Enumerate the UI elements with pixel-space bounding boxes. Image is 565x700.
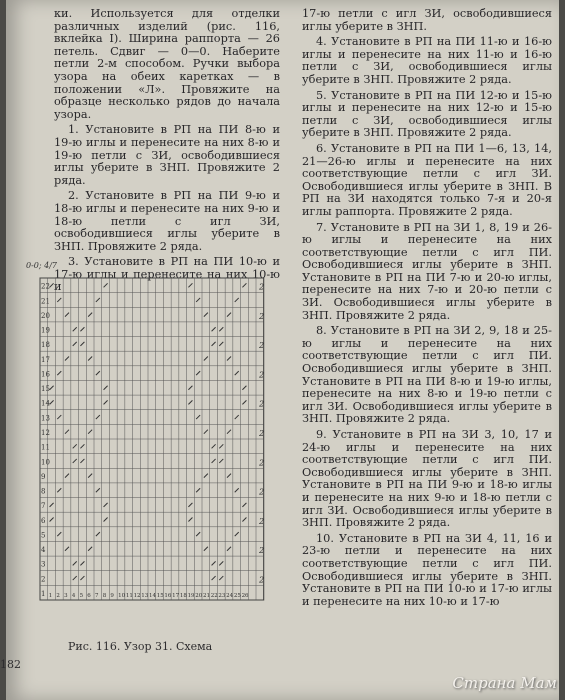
transfer-mark	[88, 474, 92, 478]
transfer-mark	[235, 488, 239, 492]
transfer-mark	[65, 313, 69, 317]
transfer-mark	[212, 342, 216, 346]
column-number: 11	[125, 593, 133, 599]
column-number: 6	[87, 593, 91, 599]
transfer-mark	[227, 357, 231, 361]
transfer-mark	[227, 430, 231, 434]
row-number: 18	[41, 341, 50, 350]
row-number: 4	[41, 546, 46, 555]
transfer-mark	[196, 532, 200, 536]
row-marker: 2	[259, 399, 265, 409]
row-marker: 2	[259, 458, 265, 468]
paragraph: ки. Используется для отделки различных изделий (рис. 116, вклейка I). Ширина раппорта — 26 петель. Сдвиг — 0—0. Наберите петли 2-м способом. Ручки выбора узора на обеих каретках — в положении «Л». Провяжите на образце несколько рядов до начала узора.	[54, 7, 280, 121]
paragraph: 9. Установите в РП на ЗИ 3, 10, 17 и 24-ю иглы и перенесите на них соответствующие петли с игл ПИ. Освободившиеся иглы уберите в ЗНП. Установите в РП на ПИ 9-ю и 18-ю иглы и перенесите на них 9-ю и 18-ю петли с игл ЗИ. Освободившиеся иглы уберите в ЗНП. Провяжите 2 ряда.	[302, 428, 552, 530]
transfer-mark	[204, 357, 208, 361]
row-number: 17	[41, 355, 50, 364]
transfer-mark	[65, 430, 69, 434]
transfer-mark	[235, 532, 239, 536]
row-marker: 2	[259, 282, 265, 292]
row-number: 1	[41, 590, 46, 598]
figure-caption: Рис. 116. Узор 31. Схема	[68, 640, 213, 653]
transfer-mark	[57, 532, 61, 536]
row-number: 6	[41, 516, 46, 525]
row-number: 20	[41, 311, 50, 320]
row-number: 15	[41, 385, 50, 394]
paragraph: 4. Установите в РП на ПИ 11-ю и 16-ю иглы и перенесите на них 11-ю и 16-ю петли с ЗИ, освободившиеся иглы уберите в ЗНП. Провяжите 2 ряда.	[302, 35, 552, 86]
column-number: 18	[179, 593, 187, 599]
transfer-mark	[80, 342, 84, 346]
transfer-mark	[104, 518, 108, 522]
transfer-mark	[65, 357, 69, 361]
row-number: 11	[41, 443, 50, 452]
transfer-mark	[188, 400, 192, 404]
paragraph: 2. Установите в РП на ПИ 9-ю и 18-ю иглы и перенесите на них 9-ю и 18-ю петли с игл ЗИ, освободившиеся иглы уберите в ЗНП. Провяжите 2 ряда.	[54, 189, 280, 253]
row-marker: 2	[259, 429, 265, 438]
row-number: 19	[41, 326, 50, 335]
transfer-mark	[57, 371, 61, 375]
transfer-mark	[196, 371, 200, 375]
row-marker: 2	[259, 311, 265, 321]
row-marker: 2	[259, 341, 265, 351]
transfer-mark	[204, 430, 208, 434]
transfer-mark	[188, 283, 192, 287]
transfer-mark	[242, 400, 246, 404]
transfer-mark	[73, 342, 77, 346]
column-number: 19	[187, 593, 195, 599]
row-marker: 2	[259, 546, 265, 556]
column-number: 22	[210, 593, 218, 599]
transfer-mark	[212, 561, 216, 565]
transfer-mark	[235, 415, 239, 419]
transfer-mark	[104, 400, 108, 404]
row-number: 8	[41, 487, 46, 496]
transfer-mark	[219, 444, 223, 448]
transfer-mark	[219, 561, 223, 565]
transfer-mark	[88, 430, 92, 434]
transfer-mark	[188, 386, 192, 390]
row-number: 13	[41, 414, 50, 423]
transfer-mark	[242, 518, 246, 522]
transfer-mark	[196, 415, 200, 419]
transfer-mark	[235, 298, 239, 302]
transfer-mark	[235, 371, 239, 375]
transfer-mark	[80, 444, 84, 448]
column-number: 15	[156, 593, 164, 599]
column-number: 9	[110, 593, 114, 599]
transfer-mark	[88, 547, 92, 551]
transfer-mark	[50, 400, 54, 404]
paragraph: 1. Установите в РП на ПИ 8-ю и 19-ю иглы и перенесите на них 8-ю и 19-ю петли с ЗИ, освободившиеся иглы уберите в ЗНП. Провяжите 2 ряда.	[54, 123, 280, 187]
transfer-mark	[50, 503, 54, 507]
knitting-chart-figure	[26, 255, 290, 626]
row-number: 9	[41, 472, 46, 481]
book-page	[6, 0, 559, 700]
transfer-mark	[104, 503, 108, 507]
transfer-mark	[219, 459, 223, 463]
transfer-mark	[204, 547, 208, 551]
transfer-mark	[50, 386, 54, 390]
column-number: 24	[226, 593, 234, 599]
transfer-mark	[188, 518, 192, 522]
row-marker: 2	[259, 516, 265, 526]
transfer-mark	[242, 503, 246, 507]
row-number: 10	[41, 458, 50, 467]
transfer-mark	[80, 327, 84, 331]
transfer-mark	[88, 313, 92, 317]
page-number: 182	[0, 658, 21, 671]
transfer-mark	[96, 371, 100, 375]
paragraph: 5. Установите в РП на ПИ 12-ю и 15-ю иглы и перенесите на них 12-ю и 15-ю петли с ЗИ, освободившиеся иглы уберите в ЗНП. Провяжите 2 ряда.	[302, 88, 552, 140]
row-number: 22	[41, 282, 50, 291]
column-number: 3	[64, 593, 68, 599]
row-number: 16	[41, 370, 50, 379]
transfer-mark	[80, 576, 84, 580]
transfer-mark	[88, 357, 92, 361]
left-text-column	[54, 8, 280, 297]
transfer-mark	[212, 444, 216, 448]
transfer-mark	[80, 561, 84, 565]
paragraph: 17-ю петли с игл ЗИ, освободившиеся иглы уберите в ЗНП.	[302, 7, 552, 33]
transfer-mark	[73, 561, 77, 565]
transfer-mark	[212, 576, 216, 580]
transfer-mark	[242, 283, 246, 287]
transfer-mark	[196, 488, 200, 492]
transfer-mark	[104, 386, 108, 390]
transfer-mark	[196, 298, 200, 302]
column-number: 20	[195, 593, 203, 599]
transfer-mark	[227, 474, 231, 478]
transfer-mark	[65, 474, 69, 478]
transfer-mark	[57, 298, 61, 302]
transfer-mark	[50, 283, 54, 287]
column-number: 21	[203, 593, 210, 599]
transfer-mark	[227, 313, 231, 317]
transfer-mark	[96, 532, 100, 536]
paragraph: 10. Установите в РП на ЗИ 4, 11, 16 и 23-ю петли и перенесите на них соответствующие петли с игл ПИ. Освободившиеся иглы уберите в ЗНП. Установите в РП на ПИ 10-ю и 17-ю иглы и перенесите на них 10-ю и 17-ю	[302, 531, 552, 608]
transfer-mark	[96, 488, 100, 492]
row-number: 14	[41, 399, 50, 408]
transfer-mark	[104, 283, 108, 287]
transfer-mark	[65, 547, 69, 551]
transfer-mark	[188, 503, 192, 507]
transfer-mark	[96, 415, 100, 419]
column-number: 10	[118, 593, 126, 599]
transfer-mark	[227, 547, 231, 551]
transfer-mark	[73, 444, 77, 448]
column-number: 26	[241, 593, 249, 599]
transfer-mark	[219, 576, 223, 580]
transfer-mark	[80, 459, 84, 463]
column-number: 7	[95, 593, 99, 599]
row-number: 3	[41, 560, 46, 569]
transfer-mark	[50, 518, 54, 522]
column-number: 8	[102, 593, 107, 599]
transfer-mark	[219, 342, 223, 346]
column-number: 23	[218, 593, 226, 599]
paragraph: 3. Установите в РП на ПИ 10-ю и 17-ю иглы и перенесите на них 10-ю и	[54, 255, 280, 294]
right-text-column	[302, 8, 552, 611]
row-marker: 2	[259, 575, 265, 585]
column-number: 17	[172, 593, 180, 599]
column-number: 25	[233, 593, 241, 599]
transfer-mark	[212, 459, 216, 463]
row-number: 12	[41, 429, 50, 437]
site-watermark: Страна Мам	[452, 674, 557, 692]
transfer-mark	[219, 327, 223, 331]
row-number: 21	[41, 297, 50, 306]
paragraph: 6. Установите в РП на ПИ 1—6, 13, 14, 21—26-ю иглы и перенесите на них соответствующие петли с игл ЗИ. Освободившиеся иглы уберите в ЗНП. В РП на ЗИ находятся только 7-я и 20-я иглы раппорта. Провяжите 2 ряда.	[302, 141, 552, 218]
paragraph: 7. Установите в РП на ЗИ 1, 8, 19 и 26-ю иглы и перенесите на них соответствующие петли с игл ПИ. Освободившиеся иглы уберите в ЗНП. Установите в РП на ПИ 7-ю и 20-ю иглы, перенесите на них 7-ю и 20-ю петли с ЗИ. Освободившиеся иглы уберите в ЗНП. Провяжите 2 ряда.	[302, 220, 552, 322]
column-number: 1	[48, 593, 53, 599]
column-number: 14	[149, 593, 156, 599]
row-marker: 2	[259, 487, 265, 497]
transfer-mark	[73, 576, 77, 580]
transfer-mark	[242, 386, 246, 390]
row-number: 7	[41, 502, 46, 511]
transfer-mark	[73, 327, 77, 331]
transfer-mark	[204, 474, 208, 478]
column-number: 2	[56, 593, 60, 599]
transfer-mark	[96, 298, 100, 302]
transfer-mark	[73, 459, 77, 463]
column-number: 16	[164, 593, 172, 599]
chart-label: 0-0; 4/7	[26, 261, 57, 270]
row-marker: 2	[259, 370, 265, 380]
paragraph: 8. Установите в РП на ЗИ 2, 9, 18 и 25-ю иглы и перенесите на них соответствующие петли с игл ПИ. Освободившиеся иглы уберите в ЗНП. Установите в РП на ПИ 8-ю и 19-ю иглы, перенесите на них 8-ю и 19-ю петли с игл ЗИ. Освободившиеся иглы уберите в ЗНП. Провяжите 2 ряда.	[302, 324, 552, 426]
transfer-mark	[57, 488, 61, 492]
column-number: 12	[133, 593, 141, 599]
transfer-mark	[57, 415, 61, 419]
row-number: 2	[41, 575, 46, 584]
column-number: 13	[141, 593, 149, 599]
column-number: 5	[79, 593, 84, 599]
transfer-mark	[212, 327, 216, 331]
transfer-mark	[204, 313, 208, 317]
column-number: 4	[71, 593, 76, 599]
row-number: 5	[41, 531, 46, 540]
